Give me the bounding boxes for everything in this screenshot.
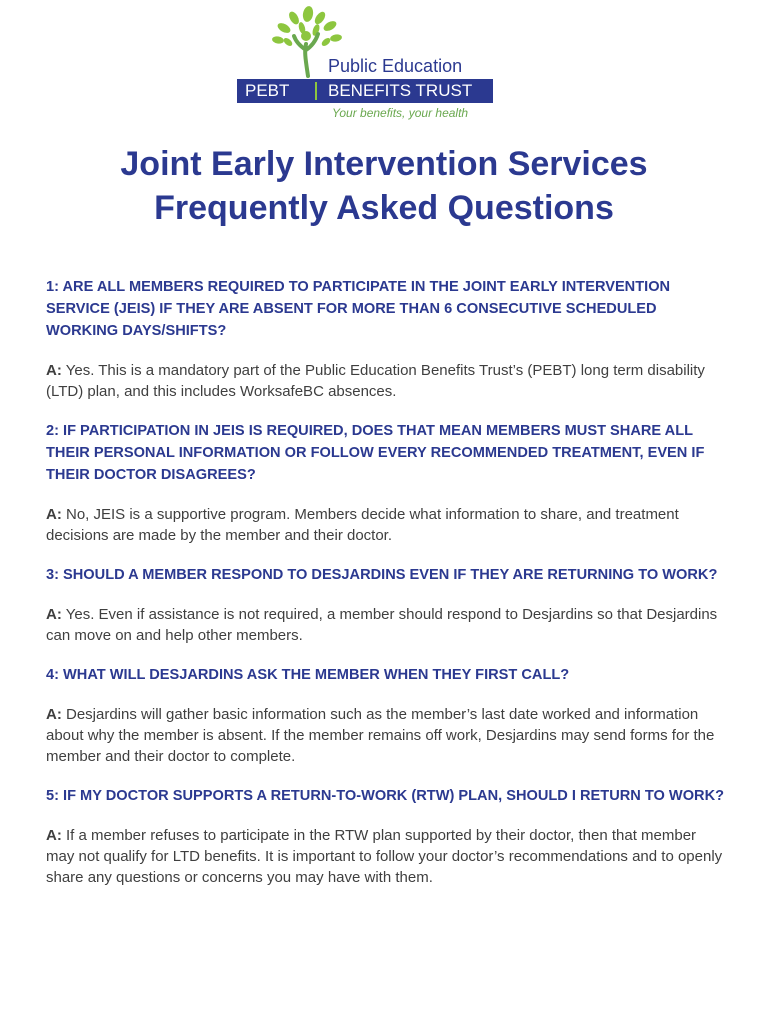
answer-text: If a member refuses to participate in the RTW plan supported by their doctor, then that member may not qualify for LTD benefits. It is important to follow your doctor’s recommendations and to openly share any questions or concerns you may have with them. bbox=[46, 827, 723, 886]
answer-prefix: A: bbox=[46, 827, 62, 844]
answer-prefix: A: bbox=[46, 362, 62, 379]
faq-question: 1: ARE ALL MEMBERS REQUIRED TO PARTICIPATE IN THE JOINT EARLY INTERVENTION SERVICE (JEIS) IF THEY ARE ABSENT FOR MORE THAN 6 CONSECUTIVE SCHEDULED WORKING DAYS/SHIFTS? bbox=[46, 279, 671, 339]
faq-item bbox=[46, 276, 726, 402]
faq-question: 4: WHAT WILL DESJARDINS ASK THE MEMBER WHEN THEY FIRST CALL? bbox=[46, 667, 570, 683]
faq-answer bbox=[46, 825, 726, 888]
faq-question: 5: IF MY DOCTOR SUPPORTS A RETURN-TO-WORK (RTW) PLAN, SHOULD I RETURN TO WORK? bbox=[46, 788, 725, 804]
logo-line-benefits-trust: BENEFITS TRUST bbox=[328, 81, 473, 100]
answer-prefix: A: bbox=[46, 706, 62, 723]
faq-question: 3: SHOULD A MEMBER RESPOND TO DESJARDINS EVEN IF THEY ARE RETURNING TO WORK? bbox=[46, 567, 718, 583]
answer-text: Yes. This is a mandatory part of the Public Education Benefits Trust’s (PEBT) long term disability (LTD) plan, and this includes WorksafeBC absences. bbox=[46, 362, 705, 400]
faq-item bbox=[46, 420, 726, 546]
answer-text: Yes. Even if assistance is not required, a member should respond to Desjardins so that Desjardins can move on and help other members. bbox=[46, 606, 718, 644]
pebt-logo bbox=[0, 0, 768, 128]
faq-answer bbox=[46, 604, 726, 646]
logo-tagline: Your benefits, your health bbox=[332, 106, 469, 120]
logo-line-public-education: Public Education bbox=[328, 56, 463, 76]
faq-question: 2: IF PARTICIPATION IN JEIS IS REQUIRED, DOES THAT MEAN MEMBERS MUST SHARE ALL THEIR PERSONAL INFORMATION OR FOLLOW EVERY RECOMMENDED TREATMENT, EVEN IF THEIR DOCTOR DISAGREES? bbox=[46, 423, 705, 483]
answer-prefix: A: bbox=[46, 506, 62, 523]
title-line-1: Joint Early Intervention Services bbox=[120, 145, 648, 183]
logo-acronym: PEBT bbox=[245, 81, 290, 100]
faq-list bbox=[46, 276, 726, 906]
logo-banner bbox=[237, 79, 493, 103]
faq-item bbox=[46, 785, 726, 888]
faq-answer bbox=[46, 360, 726, 402]
answer-text: Desjardins will gather basic information such as the member’s last date worked and information about why the member is absent. If the member remains off work, Desjardins may send forms for the member and their doctor to complete. bbox=[46, 706, 715, 765]
logo-divider bbox=[315, 82, 317, 100]
answer-text: No, JEIS is a supportive program. Members decide what information to share, and treatment decisions are made by the member and their doctor. bbox=[46, 506, 679, 544]
page-title bbox=[0, 142, 768, 230]
title-line-2: Frequently Asked Questions bbox=[154, 189, 614, 227]
faq-item bbox=[46, 664, 726, 767]
answer-prefix: A: bbox=[46, 606, 62, 623]
faq-item bbox=[46, 564, 726, 646]
faq-answer bbox=[46, 704, 726, 767]
faq-answer bbox=[46, 504, 726, 546]
